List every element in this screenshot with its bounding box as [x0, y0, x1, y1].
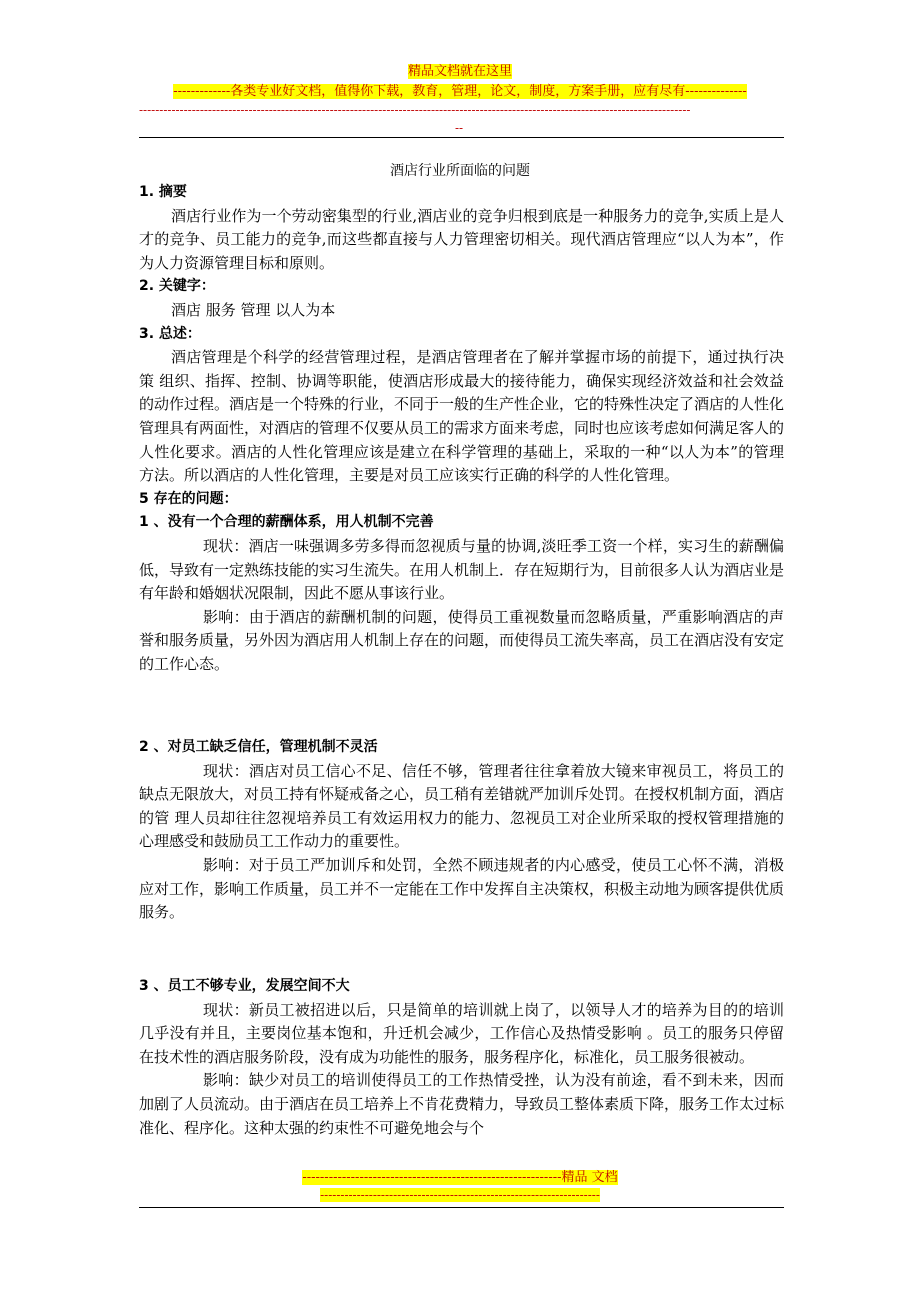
problem-1-status: 现状：酒店一味强调多劳多得而忽视质与量的协调,淡旺季工资一个样，实习生的薪酬偏低，导致有一定熟练技能的实习生流失。在用人机制上．存在短期行为，目前很多人认为酒店业是有年龄和婚姻状况限制，因此不愿从事该行业。 — [139, 536, 785, 603]
section-abstract-text: 酒店行业作为一个劳动密集型的行业,酒店业的竞争归根到底是一种服务力的竞争,实质上是人才的竞争、员工能力的竞争,而这些都直接与人力管理密切相关。现代酒店管理应“以人为本”，作为人力资源管理目标和原则。 — [139, 206, 784, 272]
section-keywords-heading: 2. 关键字： — [139, 278, 215, 295]
problem-2-block — [139, 736, 784, 925]
problem-3-status: 现状：新员工被招进以后，只是简单的培训就上岗了，以领导人才的培养为目的的培训几乎没有并且，主要岗位基本饱和，升迁机会减少，工作信心及热情受影响 。员工的服务只停留在技术性的酒店服务阶段，没有成为功能性的服务，服务程序化，标准化，员工服务很被动。 — [139, 1000, 784, 1066]
header-dash-line: ---------------------------------------------------------------------------------------------------------------------------------------- — [139, 103, 691, 117]
section-overview-heading: 3. 总述： — [139, 325, 201, 342]
section-problems-heading: 5 存在的问题： — [139, 490, 238, 507]
problem-1-heading: 1 、没有一个合理的薪酬体系，用人机制不完善 — [139, 514, 434, 531]
problem-3-heading: 3 、员工不够专业，发展空间不大 — [139, 978, 350, 994]
section-overview-text: 酒店管理是个科学的经营管理过程，是酒店管理者在了解并掌握市场的前提下，通过执行决策 组织、指挥、控制、协调等职能，使酒店形成最大的接待能力，确保实现经济效益和社会效益的动作过程。酒店是一个特殊的行业，不同于一般的生产性企业，它的特殊性决定了酒店的人性化管理具有两面性，对酒店的管理不仅要从员工的需求方面来考虑，同时也应该考虑如何满足客人的人性化要求。酒店的人性化管理应该是建立在科学管理的基础上，采取的一种“以人为本”的管理方法。所以酒店的人性化管理，主要是对员工应该实行正确的科学的人性化管理。 — [139, 348, 785, 485]
document-body — [139, 181, 784, 676]
problem-3-block — [139, 975, 784, 1140]
problem-3-impact: 影响：缺少对员工的培训使得员工的工作热情受挫，认为没有前途，看不到未来，因而加剧了人员流动。由于酒店在员工培养上不肯花费精力，导致员工整体素质下降，服务工作太过标准化、程序化。这种太强的约束性不可避免地会与个 — [139, 1071, 785, 1137]
problem-2-heading: 2 、对员工缺乏信任，管理机制不灵活 — [139, 739, 378, 755]
header-dash-tail: -- — [455, 121, 464, 135]
section-abstract-heading: 1. 摘要 — [139, 184, 187, 200]
header-subtitle: -------------各类专业好文档，值得你下载，教育，管理，论文，制度，方案手册，应有尽有-------------- — [173, 84, 747, 99]
problem-2-status: 现状：酒店对员工信心不足、信任不够，管理者往往拿着放大镜来审视员工，将员工的缺点无限放大，对员工持有怀疑戒备之心，员工稍有差错就严加训斥处罚。在授权机制方面，酒店的管 理人员却往往忽视培养员工有效运用权力的能力、忽视员工对企业所采取的授权管理措施的心理感受和鼓励员工工作动力的重要性。 — [139, 761, 785, 851]
footer-label: -----------------------------------------------------------精品 文档 — [302, 1170, 618, 1185]
header-title: 精品文档就在这里 — [407, 64, 512, 79]
problem-2-impact: 影响：对于员工严加训斥和处罚，全然不顾违规者的内心感受，使员工心怀不满，消极应对工作，影响工作质量，员工并不一定能在工作中发挥自主决策权，积极主动地为顾客提供优质服务。 — [139, 855, 785, 922]
footer-dash-line: --------------------------------------------------------------------- — [320, 1188, 600, 1202]
section-keywords-text: 酒店 服务 管理 以人为本 — [171, 300, 336, 319]
document-title: 酒店行业所面临的问题 — [390, 163, 530, 179]
footer-rule — [139, 1207, 784, 1208]
problem-1-impact: 影响：由于酒店的薪酬机制的问题，使得员工重视数量而忽略质量，严重影响酒店的声誉和服务质量，另外因为酒店用人机制上存在的问题，而使得员工流失率高，员工在酒店没有安定的工作心态。 — [139, 607, 785, 673]
header-rule — [139, 137, 784, 138]
